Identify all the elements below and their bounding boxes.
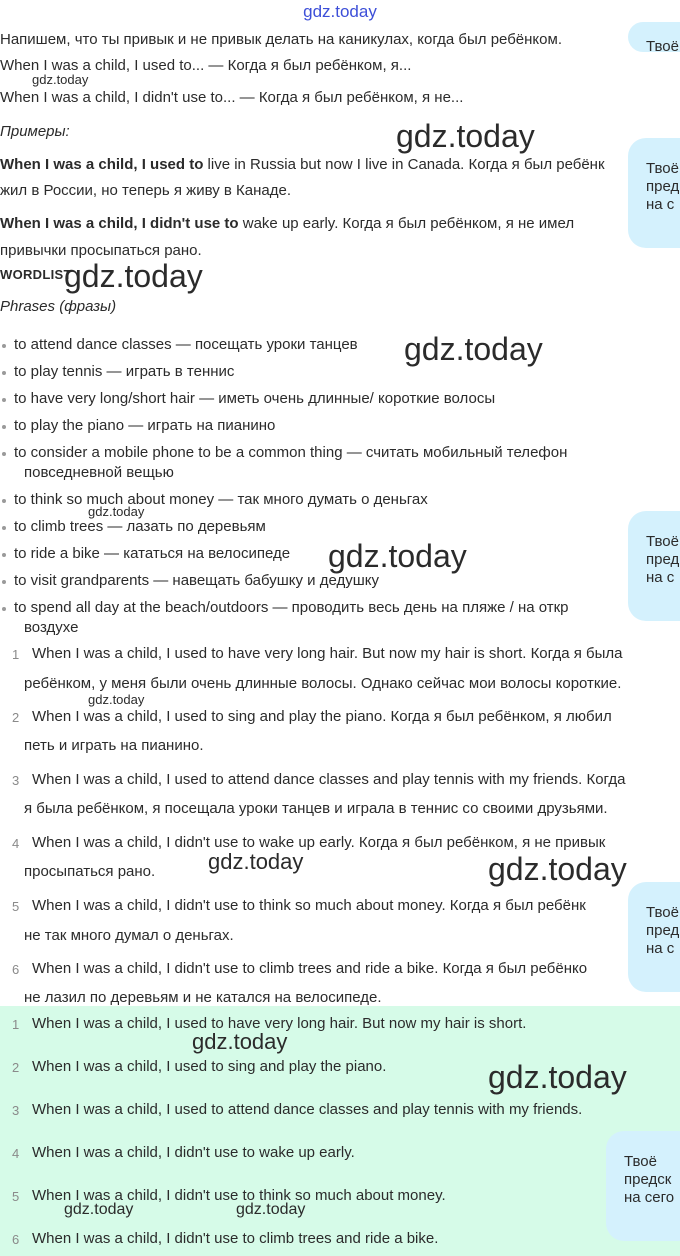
watermark: gdz.today [328,538,467,574]
answer-5 [32,892,680,920]
phrase-item: to attend dance classes — посещать уроки танцев [14,335,654,355]
phrase-item: to consider a mobile phone to be a common thing — считать мобильный телефон [14,443,654,463]
phrase-item: to visit grandparents — навещать бабушку и дедушку [14,571,654,591]
ad-card[interactable] [606,1131,680,1241]
answer-number: 4 [12,836,20,851]
ad-line: предск [624,1171,672,1188]
ad-line: Твоё [624,1153,657,1170]
watermark: gdz.today [236,1201,306,1218]
answer-6-line-2: не лазил по деревьям и не катался на велосипеде. [24,989,382,1006]
summary-item-1: When I was a child, I used to have very long hair. But now my hair is short. [32,1015,527,1032]
ad-line: Твоё [646,160,679,177]
summary-item-5: When I was a child, I didn't use to think so much about money. [32,1187,446,1204]
site-logo[interactable]: gdz.today [303,2,377,21]
watermark: gdz.today [488,851,627,887]
example-1-rest: live in Russia but now I live in Canada. Когда я был ребёнк [203,156,605,173]
watermark: gdz.today [32,72,89,87]
answer-2 [32,703,680,731]
answer-4-line-2: просыпаться рано. [24,863,156,880]
summary-item-4: When I was a child, I didn't use to wake up early. [32,1144,355,1161]
answer-5-line-2: не так много думал о деньгах. [24,927,234,944]
ad-card[interactable] [628,511,680,621]
wordlist-heading: WORDLIST [0,267,72,282]
ad-line: пред [646,551,680,568]
answer-3-line-1: When I was a child, I used to attend dance classes and play tennis with my friends. Когда [32,771,626,788]
answer-4-line-1: When I was a child, I didn't use to wake up early. Когда я был ребёнком, я не привык [32,834,606,851]
summary-number: 5 [12,1189,20,1204]
example-1 [0,155,605,175]
watermark: gdz.today [488,1059,627,1095]
answer-2-line-1: When I was a child, I used to sing and play the piano. Когда я был ребёнком, я любил [32,708,612,725]
example-1-line-2: жил в России, но теперь я живу в Канаде. [0,182,291,199]
ad-line: на с [646,569,675,586]
answer-2-line-2: петь и играть на пианино. [24,737,204,754]
phrase-item-continuation: повседневной вещью [24,464,174,481]
answer-6-line-1: When I was a child, I didn't use to climb trees and ride a bike. Когда я был ребёнко [32,960,588,977]
ad-line: на сего [624,1189,675,1206]
answer-number: 5 [12,899,20,914]
ad-line: пред [646,922,680,939]
answer-number: 3 [12,773,20,788]
example-2-bold: When I was a child, I didn't use to [0,215,239,232]
answer-number: 6 [12,962,20,977]
phrase-item: to play tennis — играть в теннис [14,362,654,382]
answer-3-line-2: я была ребёнком, я посещала уроки танцев и играла в теннис со своими друзьями. [24,800,608,817]
watermark: gdz.today [64,258,203,294]
ad-card[interactable] [628,138,680,248]
ad-line: на с [646,940,675,957]
intro-line-2: When I was a child, I used to... — Когда я был ребёнком, я... [0,57,412,74]
phrase-item: to ride a bike — кататься на велосипеде [14,544,654,564]
ad-card[interactable] [628,882,680,992]
example-2 [0,214,574,234]
watermark: gdz.today [404,331,543,367]
phrases-heading: Phrases (фразы) [0,298,117,315]
answer-5-line-1: When I was a child, I didn't use to think so much about money. Когда я был ребёнк [32,897,586,914]
summary-number: 3 [12,1103,20,1118]
ad-line: Твоё [646,533,679,550]
answer-1-line-1: When I was a child, I used to have very long hair. But now my hair is short. Когда я была [32,645,623,662]
summary-item-2: When I was a child, I used to sing and play the piano. [32,1058,387,1075]
phrase-item: to play the piano — играть на пианино [14,416,654,436]
watermark: gdz.today [192,1029,288,1054]
watermark: gdz.today [88,504,145,519]
watermark: gdz.today [64,1201,134,1218]
example-2-rest: wake up early. Когда я был ребёнком, я не имел [238,215,575,232]
summary-item-6: When I was a child, I didn't use to climb trees and ride a bike. [32,1230,439,1247]
phrase-item: to think so much about money — так много думать о деньгах [14,490,654,510]
example-1-bold: When I was a child, I used to [0,156,204,173]
intro-line-1: Напишем, что ты привык и не привык делать на каникулах, когда был ребёнком. [0,31,562,48]
ad-line: Твоё [646,904,679,921]
watermark: gdz.today [88,692,145,707]
summary-item-3: When I was a child, I used to attend dance classes and play tennis with my friends. [32,1101,583,1118]
ad-line: на с [646,196,675,213]
ad-card[interactable] [628,22,680,52]
answer-6 [32,955,680,983]
watermark: gdz.today [208,849,304,874]
answer-number: 2 [12,710,20,725]
answer-3 [32,766,680,794]
ad-line: Твоё [646,38,679,52]
phrase-item: to have very long/short hair — иметь очень длинные/ короткие волосы [14,389,654,409]
summary-number: 6 [12,1232,20,1247]
answer-number: 1 [12,647,20,662]
examples-heading: Примеры: [0,123,70,140]
ad-line: пред [646,178,680,195]
example-2-line-2: привычки просыпаться рано. [0,242,202,259]
answer-1-line-2: ребёнком, у меня были очень длинные волосы. Однако сейчас мои волосы короткие. [24,675,622,692]
answer-1 [32,640,680,668]
summary-number: 2 [12,1060,20,1075]
phrase-item: to spend all day at the beach/outdoors — проводить весь день на пляже / на откр [14,598,654,618]
watermark: gdz.today [396,118,535,154]
summary-number: 4 [12,1146,20,1161]
summary-number: 1 [12,1017,20,1032]
phrase-item-continuation: воздухе [24,619,79,636]
intro-line-3: When I was a child, I didn't use to... — Когда я был ребёнком, я не... [0,89,464,106]
phrase-item: to climb trees — лазать по деревьям [14,517,654,537]
